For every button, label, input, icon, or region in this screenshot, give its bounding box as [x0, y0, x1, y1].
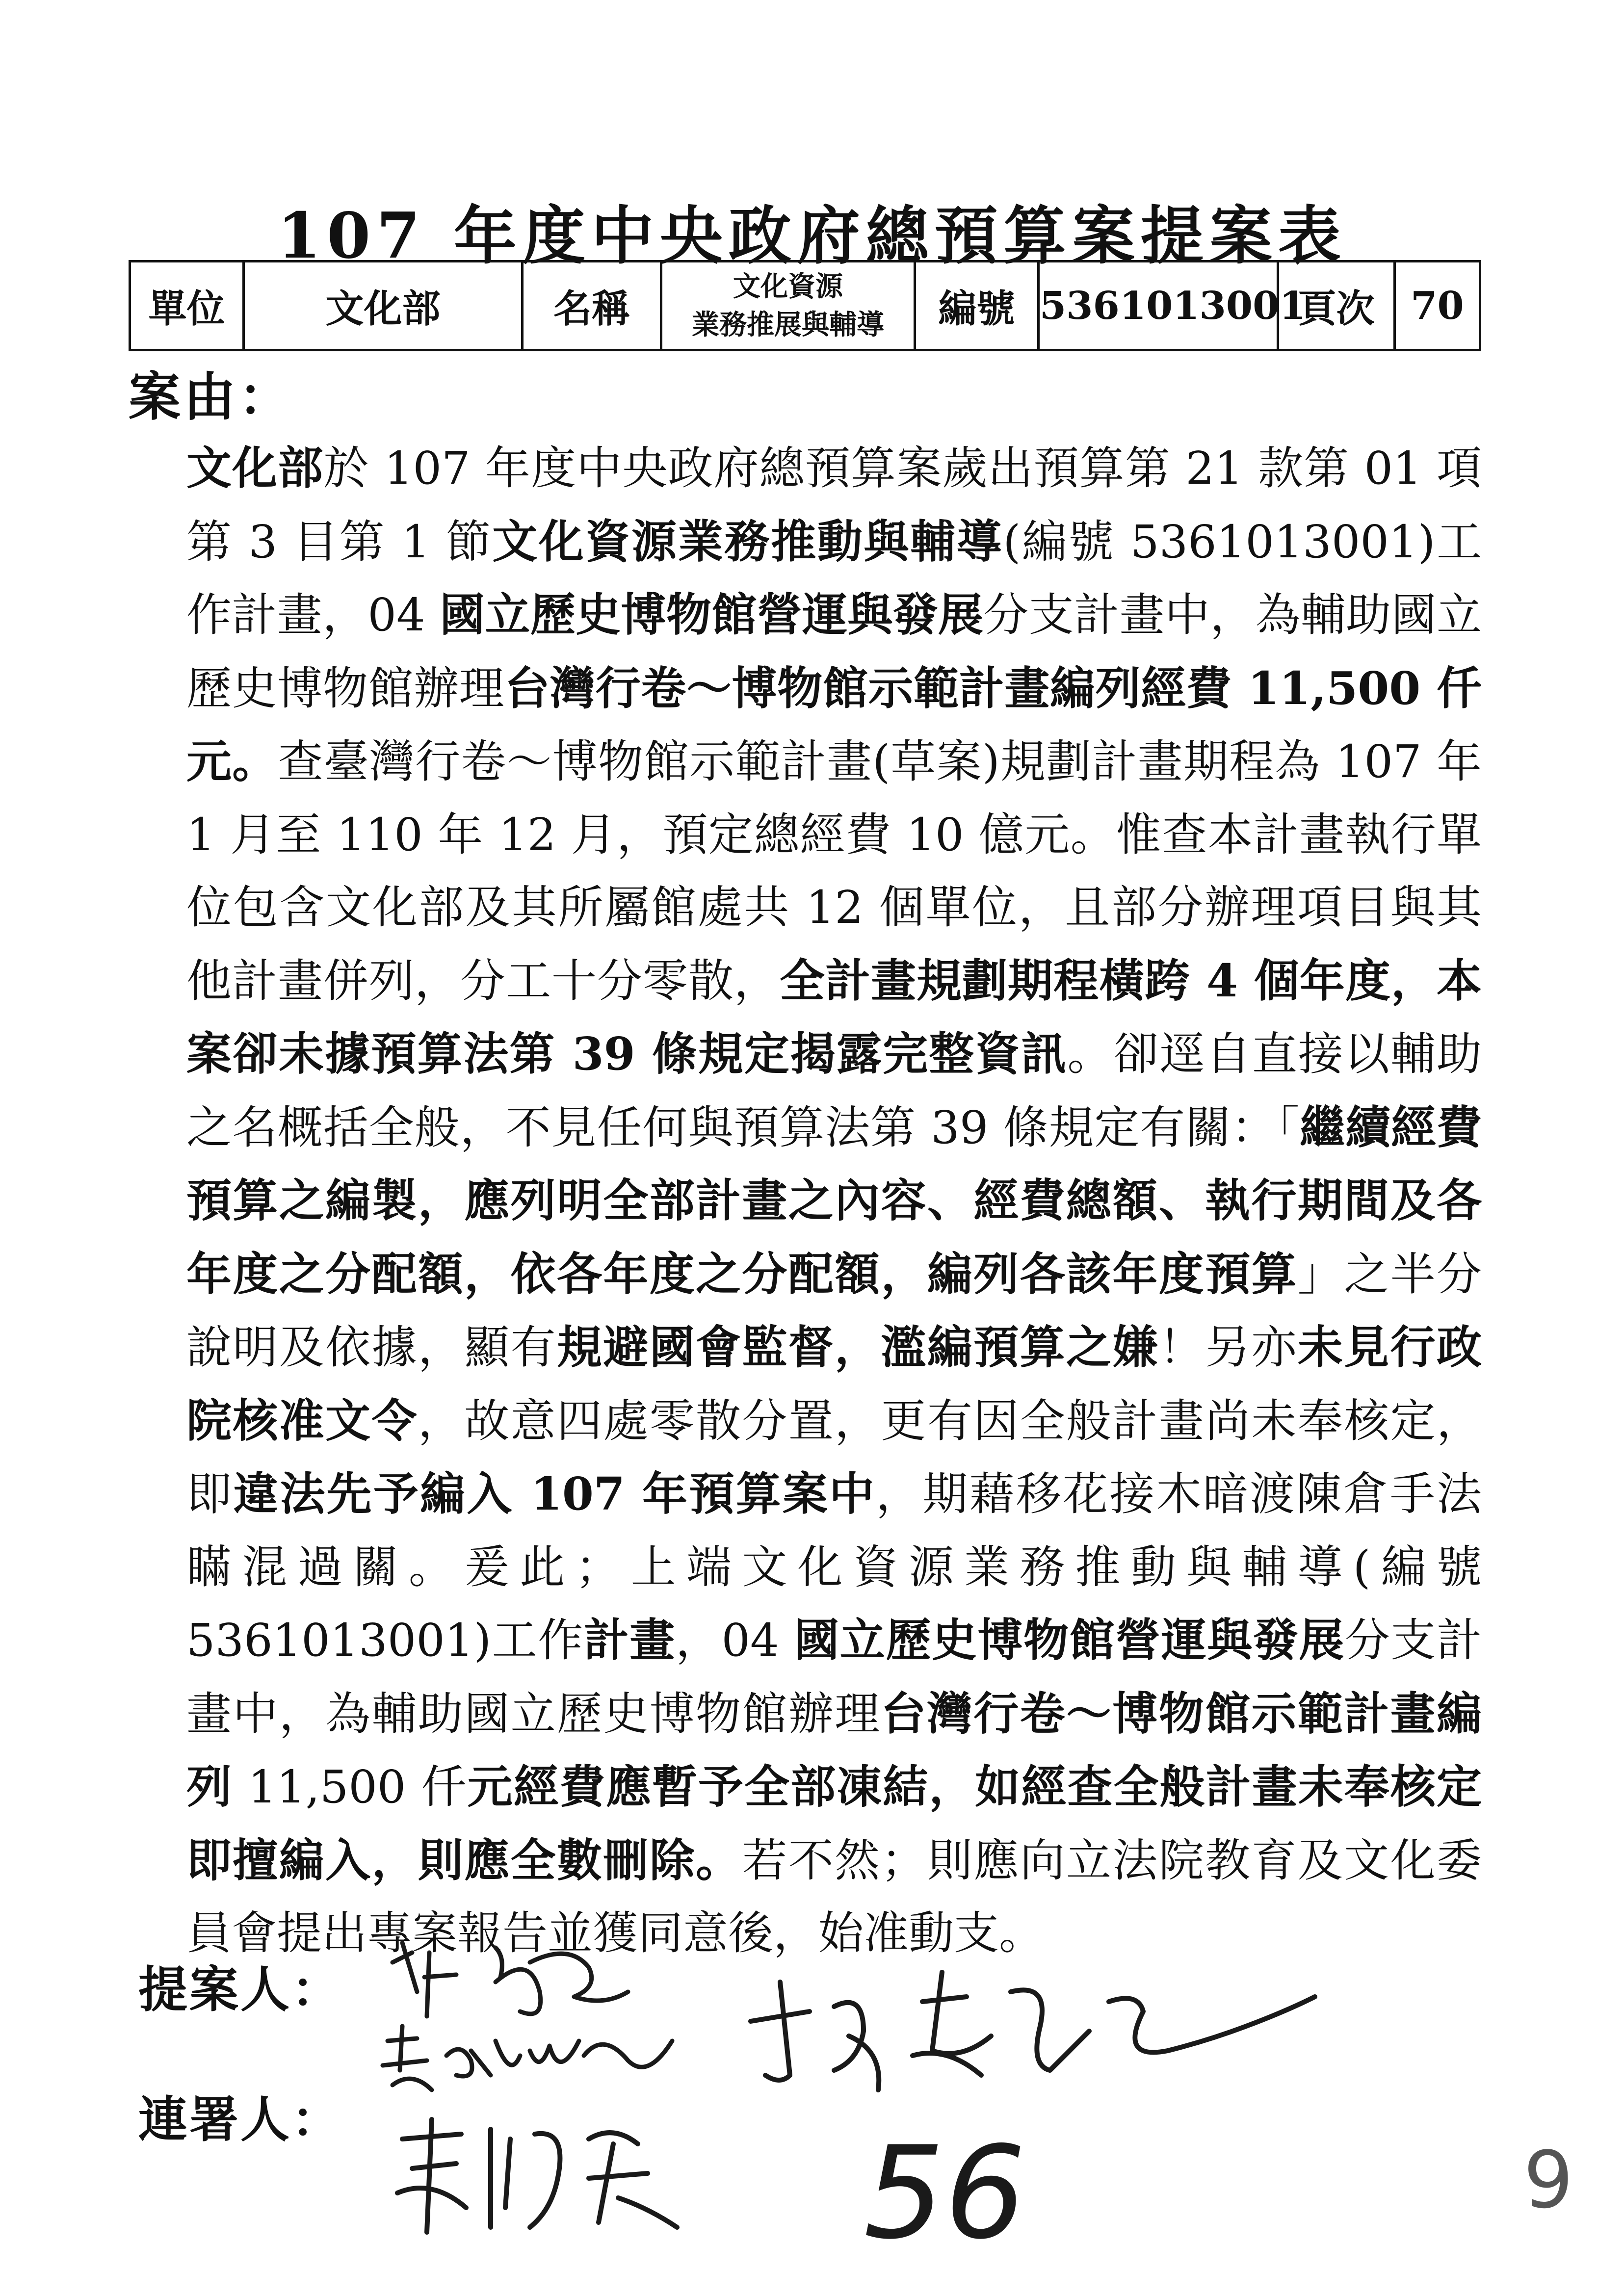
body-emphasis: 文化資源業務推動與輔導 [492, 515, 1003, 568]
page-value: 70 [1395, 261, 1480, 350]
body-segment: ，04 [675, 1614, 794, 1667]
body-emphasis: 元經費應暫予全部凍結，如經查全般計畫未奉核定即擅編入，則應全數刪除。 [186, 1760, 1482, 1887]
body-emphasis: 繼續經費預算之編製，應列明全部計畫之內容、經費總額、執行期間及各年度之分配額，依各年度之分配額，編列各該年度預算 [186, 1100, 1482, 1301]
cosigner-signature-1 [373, 2011, 687, 2110]
body-emphasis: 規避國會監督，濫編預算之嫌 [556, 1321, 1159, 1374]
cosigner-signature-3 [383, 2110, 736, 2247]
body-emphasis: 台灣行卷～博物館示範計畫編列經費 11,500 仟元。 [186, 661, 1482, 788]
body-segment: 」之半分說明及依據，顯有 [186, 1248, 1482, 1374]
body-emphasis: 計畫 [583, 1614, 676, 1667]
body-segment: 11,500 仟 [233, 1761, 468, 1813]
body-segment: ！另亦 [1158, 1321, 1298, 1374]
body-emphasis: 台灣行卷～博物館示範計畫編列 [186, 1687, 1482, 1813]
info-table [129, 260, 1481, 351]
name-value [661, 261, 915, 350]
reason-label: 案由： [129, 366, 293, 427]
body-emphasis: 國立歷史博物館營運與發展 [440, 588, 984, 641]
body-emphasis: 未見行政院核准文令 [186, 1321, 1482, 1447]
body-emphasis: 國立歷史博物館營運與發展 [794, 1614, 1345, 1667]
body-emphasis: 違法先予編入 107 年預算案中 [233, 1467, 876, 1520]
body-segment: ，故意四處零散分置，更有因全般計畫尚未奉核定，即 [186, 1394, 1482, 1520]
body-segment: 分支計畫中，為輔助國立歷史博物館辦理 [186, 1614, 1482, 1740]
proposer-label: 提案人： [138, 1960, 342, 2018]
body-segment: 若不然；則應向立法院教育及文化委員會提出專案報告並獲同意後，始准動支。 [186, 1834, 1482, 1959]
body-segment: 。卻逕自直接以輔助之名概括全般，不見任何與預算法第 39 條規定有關：「 [186, 1028, 1482, 1154]
cosigner-signature-2 [736, 1962, 1325, 2110]
number-value: 5361013001 [1039, 261, 1278, 350]
handwritten-number: 56 [864, 2119, 1026, 2268]
body-emphasis: 文化部 [186, 442, 324, 495]
number-label: 編號 [915, 261, 1039, 350]
body-segment: ，期藉移花接木暗渡陳倉手法瞞混過關。爰此；上端文化資源業務推動與輔導(編號 5361013001)工作 [186, 1468, 1482, 1667]
unit-value: 文化部 [244, 261, 523, 350]
body-emphasis: 全計畫規劃期程橫跨 4 個年度，本案卻未據預算法第 39 條規定揭露完整資訊 [186, 954, 1482, 1080]
name-label: 名稱 [523, 261, 661, 350]
name-value-line1: 文化資源 [733, 270, 843, 303]
page-mark: 9 [1523, 2134, 1573, 2226]
name-value-line2: 業務推展與輔導 [692, 309, 884, 341]
document-title: 107 年度中央政府總預算案提案表 [277, 199, 1347, 273]
reason-body [186, 432, 1482, 1970]
body-segment: (編號 5361013001)工作計畫，04 [186, 515, 1482, 641]
cosigner-label: 連署人： [138, 2090, 342, 2148]
page-label: 頁次 [1278, 261, 1395, 350]
body-segment: 查臺灣行卷～博物館示範計畫(草案)規劃計畫期程為 107 年 1 月至 110 年 12 月，預定總經費 10 億元。惟查本計畫執行單位包含文化部及其所屬館處共 12 個單位，且部分辦理項目與其他計畫併列，分工十分零散， [186, 735, 1482, 1007]
body-segment: 於 107 年度中央政府總預算案歲出預算第 21 款第 01 項第 3 目第 1 節 [186, 442, 1482, 568]
body-segment: 分支計畫中，為輔助國立歷史博物館辦理 [186, 589, 1482, 715]
unit-label: 單位 [130, 261, 244, 350]
